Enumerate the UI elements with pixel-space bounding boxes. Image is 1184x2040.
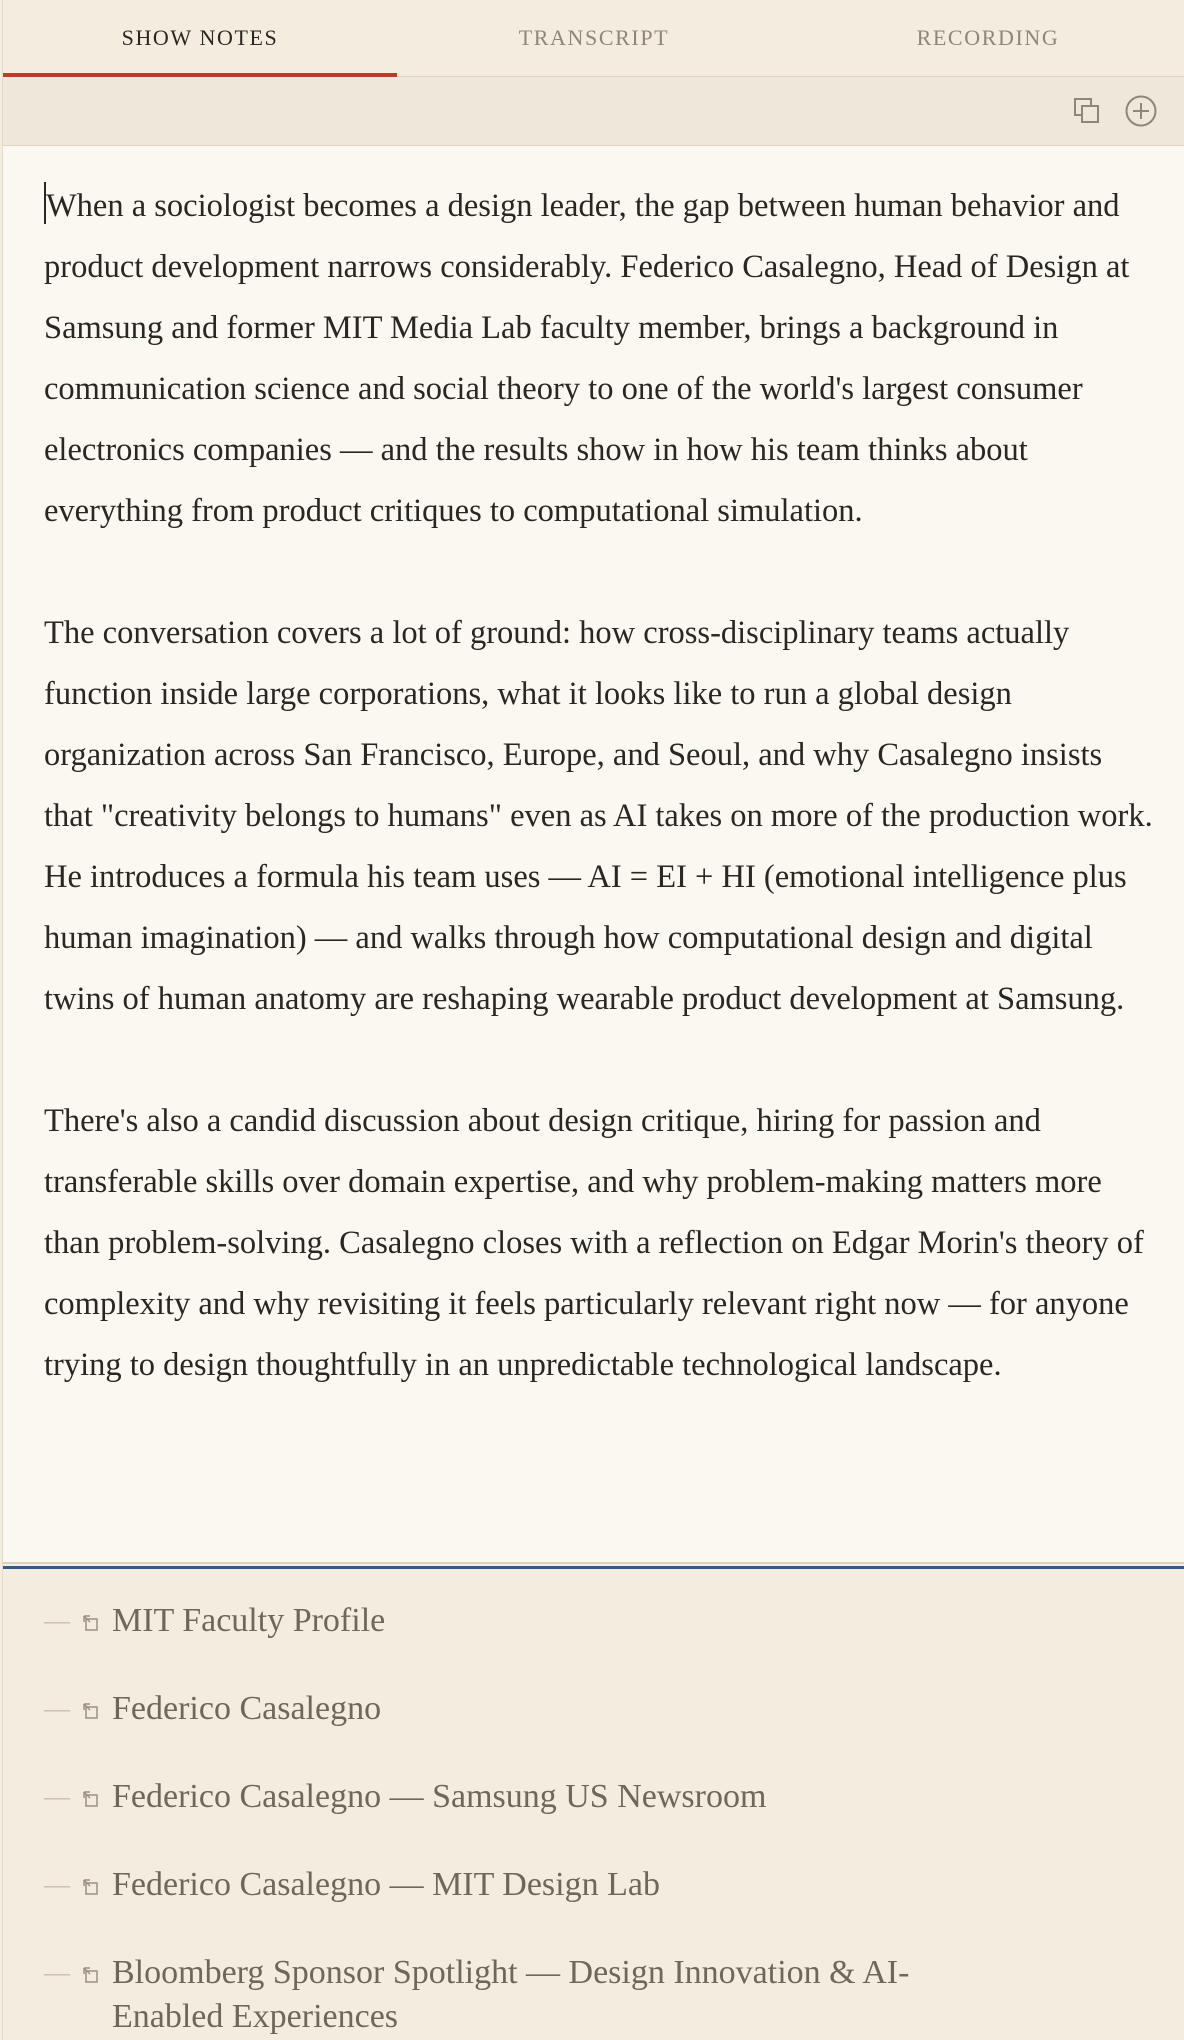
tab-show-notes[interactable] — [3, 0, 397, 76]
list-dash: — — [44, 1870, 70, 1899]
list-dash: — — [44, 1782, 70, 1811]
add-button[interactable] — [1123, 93, 1159, 129]
external-link-icon — [82, 1790, 100, 1808]
link-item-samsung-newsroom[interactable] — [44, 1775, 964, 1819]
external-link-icon — [82, 1878, 100, 1896]
notes-paragraph — [44, 603, 1154, 1030]
add-circle-icon — [1124, 94, 1158, 128]
copy-button[interactable] — [1069, 93, 1105, 129]
tab-show-notes-label: SHOW NOTES — [121, 25, 279, 50]
link-item-mit-design-lab[interactable] — [44, 1863, 964, 1907]
notes-paragraph-3-text: There's also a candid discussion about design critique, hiring for passion and transferable skills over domain expertise, and why problem-making matters more than problem-solving. Casalegno closes with a reflection on Edgar Morin's theory of complexity and why revisiting it feels particularly relevant right now — for anyone trying to design thoughtfully in an unpredictable technological landscape. — [44, 1103, 1144, 1383]
link-label: Federico Casalegno — Samsung US Newsroom — [112, 1778, 767, 1815]
list-dash: — — [44, 1958, 70, 1987]
tab-recording[interactable] — [791, 0, 1184, 76]
notes-toolbar — [3, 77, 1184, 146]
external-link-icon — [82, 1702, 100, 1720]
link-item-mit-faculty-profile[interactable] — [44, 1599, 964, 1643]
notes-paragraph-2-text: The conversation covers a lot of ground: how cross-disciplinary teams actually function inside large corporations, what it looks like to run a global design organization across San Francisco, Europe, and Seoul, and why Casalegno insists that "creativity belongs to humans" even as AI takes on more of the production work. He introduces a formula his team uses — AI = EI + HI (emotional intelligence plus human imagination) — and walks through how computational design and digital twins of human anatomy are reshaping wearable product development at Samsung. — [44, 615, 1153, 1017]
link-item-federico-casalegno[interactable] — [44, 1687, 964, 1731]
notes-paragraph — [44, 1091, 1154, 1396]
tab-recording-label: RECORDING — [916, 25, 1060, 50]
tab-bar — [3, 0, 1184, 77]
link-label: Bloomberg Sponsor Spotlight — Design Innovation & AI-Enabled Experiences — [112, 1954, 910, 2035]
notes-paragraph — [44, 176, 1154, 542]
tab-transcript-label: TRANSCRIPT — [518, 25, 670, 50]
links-list — [3, 1569, 1184, 2040]
show-notes-editor[interactable] — [3, 146, 1184, 1564]
link-label: MIT Faculty Profile — [112, 1602, 386, 1639]
show-notes-panel — [2, 0, 1184, 2040]
external-link-icon — [82, 1614, 100, 1632]
link-label: Federico Casalegno — MIT Design Lab — [112, 1866, 660, 1903]
notes-paragraph-1-text: When a sociologist becomes a design leader, the gap between human behavior and product development narrows considerably. Federico Casalegno, Head of Design at Samsung and former MIT Media Lab faculty member, brings a background in communication science and social theory to one of the world's largest consumer electronics companies — and the results show in how his team thinks about everything from product critiques to computational simulation. — [44, 188, 1130, 529]
show-notes-text[interactable] — [44, 176, 1154, 1457]
link-label: Federico Casalegno — [112, 1690, 382, 1727]
list-dash: — — [44, 1694, 70, 1723]
link-item-bloomberg-spotlight[interactable] — [44, 1951, 964, 2039]
copy-icon — [1071, 95, 1103, 127]
tab-transcript[interactable] — [397, 0, 791, 76]
list-dash: — — [44, 1606, 70, 1635]
external-link-icon — [82, 1966, 100, 1984]
